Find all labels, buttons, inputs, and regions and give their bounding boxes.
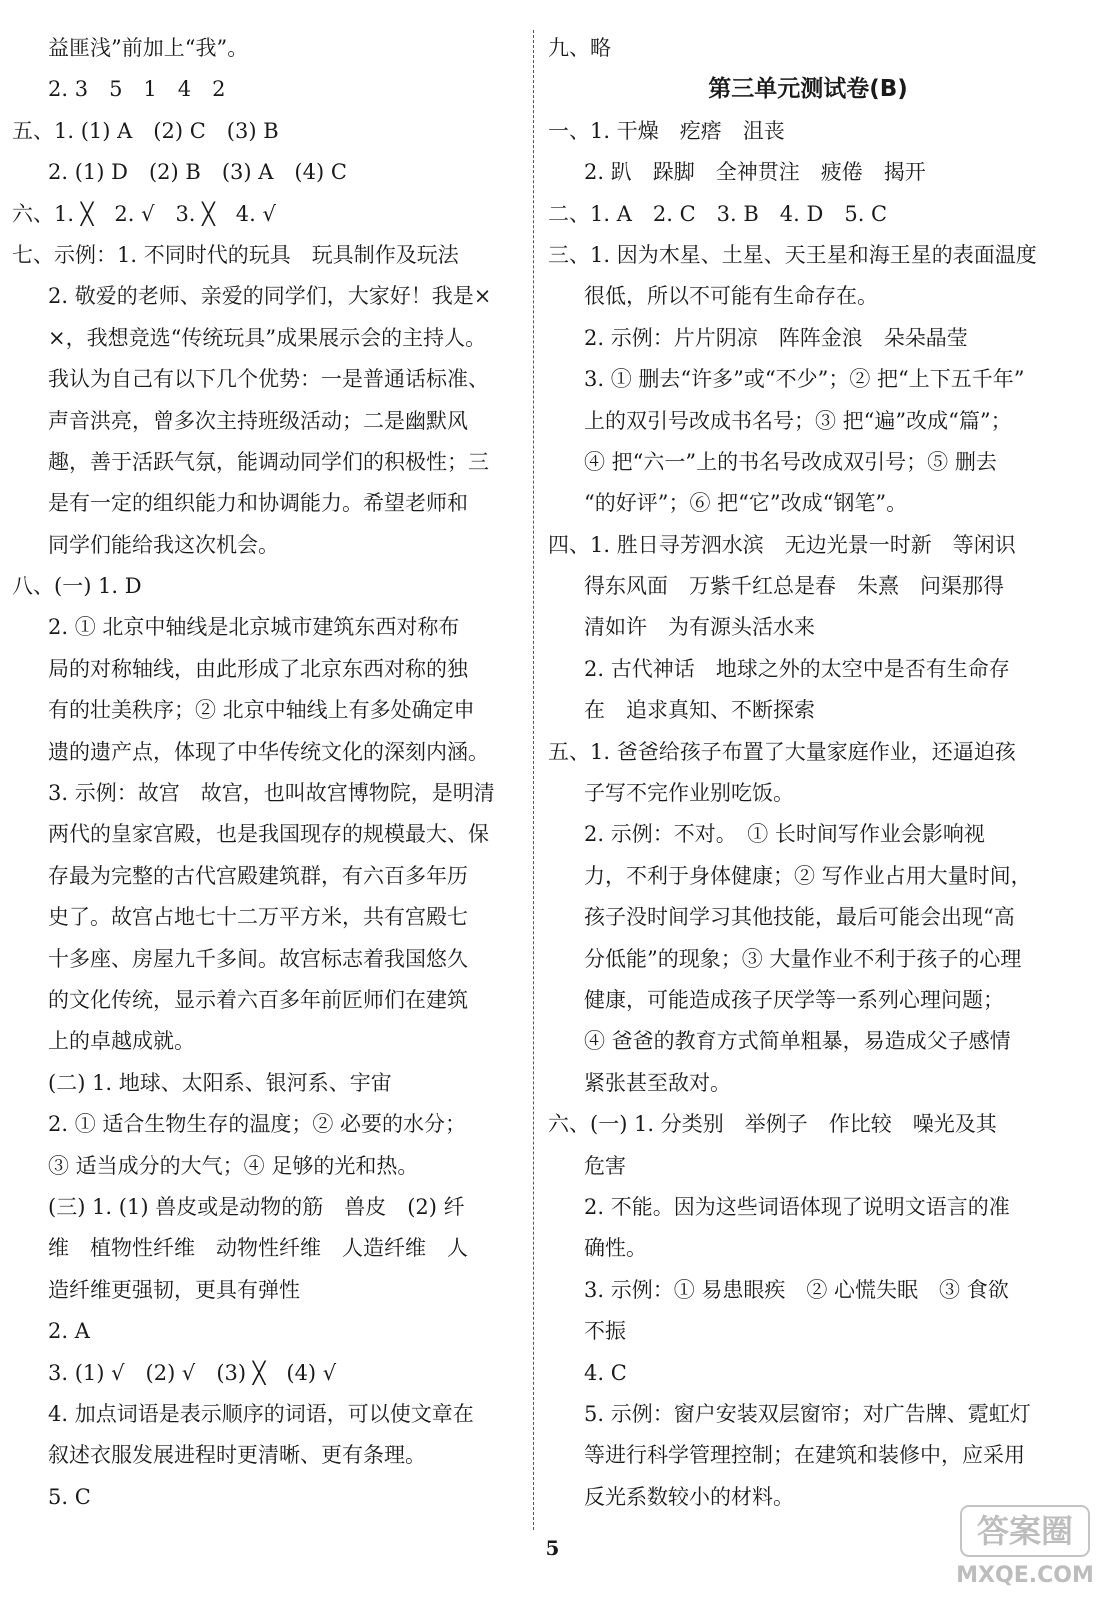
answer-line: 八、(一) 1. D: [12, 574, 142, 599]
answer-line: ④ 把“六一”上的书名号改成双引号；⑤ 删去: [584, 449, 997, 474]
answer-line: 2. 敬爱的老师、亲爱的同学们，大家好！我是×: [48, 284, 492, 309]
answer-line: 孩子没时间学习其他技能，最后可能会出现“高: [584, 905, 1015, 930]
answer-line: 有的壮美秩序；② 北京中轴线上有多处确定申: [48, 698, 475, 723]
answer-line: 确性。: [584, 1236, 647, 1261]
answer-line: 3. ① 删去“许多”或“不少”；② 把“上下五千年”: [584, 367, 1025, 392]
answer-line: 五、1. 爸爸给孩子布置了大量家庭作业，还逼迫孩: [548, 739, 1016, 764]
answer-line: 遗的遗产点，体现了中华传统文化的深刻内涵。: [48, 739, 489, 764]
answer-line: 很低，所以不可能有生命存在。: [584, 284, 878, 309]
watermark-logo: [955, 1502, 1095, 1592]
answer-line: 是有一定的组织能力和协调能力。希望老师和: [48, 491, 468, 516]
answer-line: 分低能”的现象；③ 大量作业不利于孩子的心理: [584, 946, 1022, 971]
answer-line: 的文化传统，显示着六百多年前匠师们在建筑: [48, 987, 468, 1012]
answer-line: 两代的皇家宫殿，也是我国现存的规模最大、保: [48, 822, 489, 847]
column-divider: [533, 30, 534, 1530]
answer-line: 2. ① 北京中轴线是北京城市建筑东西对称布: [48, 615, 460, 640]
answer-line: 紧张甚至敌对。: [584, 1070, 731, 1095]
svg-text:MXQE.COM: MXQE.COM: [956, 1563, 1094, 1588]
answer-line: 六、1. ╳ 2. √ 3. ╳ 4. √: [12, 201, 276, 226]
answer-line: 四、1. 胜日寻芳泗水滨 无边光景一时新 等闲识: [548, 532, 1016, 557]
answer-line: 等进行科学管理控制；在建筑和装修中，应采用: [584, 1443, 1025, 1468]
answer-line: 4. C: [584, 1360, 627, 1385]
answer-line: 2. 不能。因为这些词语体现了说明文语言的准: [584, 1194, 1010, 1219]
answer-line: 趣，善于活跃气氛，能调动同学们的积极性；三: [48, 449, 489, 474]
answer-line: 得东风面 万紫千红总是春 朱熹 问渠那得: [584, 574, 1004, 599]
answer-line: 叙述衣服发展进程时更清晰、更有条理。: [48, 1443, 426, 1468]
answer-line: 力，不利于身体健康；② 写作业占用大量时间，: [584, 863, 1032, 888]
section-title: 第三单元测试卷(B): [708, 76, 908, 103]
answer-line: 在 追求真知、不断探索: [584, 698, 815, 723]
answer-line: 七、示例：1. 不同时代的玩具 玩具制作及玩法: [12, 242, 459, 267]
answer-line: 3. 示例：故宫 故宫，也叫故宫博物院，是明清: [48, 781, 495, 806]
answer-line: 五、1. (1) A (2) C (3) B: [12, 118, 279, 143]
answer-line: 3. 示例：① 易患眼疾 ② 心慌失眠 ③ 食欲: [584, 1277, 1009, 1302]
right-column: [548, 28, 1068, 1518]
answer-line: 3. (1) √ (2) √ (3) ╳ (4) √: [48, 1360, 337, 1385]
answer-line: 子写不完作业别吃饭。: [584, 781, 794, 806]
answer-line: 上的卓越成就。: [48, 1029, 195, 1054]
answer-line: 5. 示例：窗户安装双层窗帘；对广告牌、霓虹灯: [584, 1401, 1031, 1426]
answer-line: “的好评”；⑥ 把“它”改成“钢笔”。: [584, 491, 908, 516]
answer-line: 维 植物性纤维 动物性纤维 人造纤维 人: [48, 1236, 468, 1261]
answer-line: 益匪浅”前加上“我”。: [48, 36, 249, 60]
answer-line: ③ 适当成分的大气；④ 足够的光和热。: [48, 1153, 419, 1178]
answer-line: 二、1. A 2. C 3. B 4. D 5. C: [548, 201, 888, 226]
answer-line: 2. 3 5 1 4 2: [48, 77, 226, 102]
answer-line: 反光系数较小的材料。: [584, 1484, 794, 1509]
answer-line: 局的对称轴线，由此形成了北京东西对称的独: [48, 656, 468, 681]
answer-line: ④ 爸爸的教育方式简单粗暴，易造成父子感情: [584, 1029, 1011, 1054]
answer-line: 2. 趴 跺脚 全神贯注 疲倦 揭开: [584, 160, 926, 185]
svg-text:答案圈: 答案圈: [976, 1512, 1074, 1550]
answer-line: 2. ① 适合生物生存的温度；② 必要的水分；: [48, 1112, 467, 1137]
answer-line: ×，我想竞选“传统玩具”成果展示会的主持人。: [48, 325, 487, 350]
answer-line: 存最为完整的古代宫殿建筑群，有六百多年历: [48, 863, 468, 888]
answer-line: 不振: [584, 1319, 626, 1344]
answer-line: 声音洪亮，曾多次主持班级活动；二是幽默风: [48, 408, 468, 433]
answer-line: 4. 加点词语是表示顺序的词语，可以使文章在: [48, 1401, 474, 1426]
answer-line: 史了。故宫占地七十二万平方米，共有宫殿七: [48, 905, 468, 930]
left-column: [12, 28, 517, 1518]
answer-line: (三) 1. (1) 兽皮或是动物的筋 兽皮 (2) 纤: [48, 1194, 465, 1219]
answer-line: 六、(一) 1. 分类别 举例子 作比较 噪光及其: [548, 1112, 997, 1137]
answer-line: 2. A: [48, 1319, 90, 1344]
answer-line: 九、略: [548, 36, 611, 60]
answer-line: 三、1. 因为木星、土星、天王星和海王星的表面温度: [548, 242, 1037, 267]
answer-line: 健康，可能造成孩子厌学等一系列心理问题；: [584, 987, 1004, 1012]
answer-line: 危害: [584, 1153, 626, 1178]
answer-line: 5. C: [48, 1484, 91, 1509]
answer-line: 清如许 为有源头活水来: [584, 615, 815, 640]
answer-line: 2. (1) D (2) B (3) A (4) C: [48, 160, 347, 185]
page-number: 5: [545, 1536, 560, 1560]
answer-line: 一、1. 干燥 疙瘩 沮丧: [548, 118, 785, 143]
answer-line: 同学们能给我这次机会。: [48, 532, 279, 557]
answer-line: 2. 示例：不对。 ① 长时间写作业会影响视: [584, 822, 985, 847]
answer-line: 2. 古代神话 地球之外的太空中是否有生命存: [584, 656, 1010, 681]
answer-line: 我认为自己有以下几个优势：一是普通话标准、: [48, 367, 489, 392]
answer-line: (二) 1. 地球、太阳系、银河系、宇宙: [48, 1070, 392, 1095]
answer-line: 造纤维更强韧，更具有弹性: [48, 1277, 300, 1302]
answer-line: 十多座、房屋九千多间。故宫标志着我国悠久: [48, 946, 468, 971]
answer-line: 2. 示例：片片阴凉 阵阵金浪 朵朵晶莹: [584, 325, 968, 350]
answer-line: 上的双引号改成书名号；③ 把“遍”改成“篇”；: [584, 408, 1012, 433]
